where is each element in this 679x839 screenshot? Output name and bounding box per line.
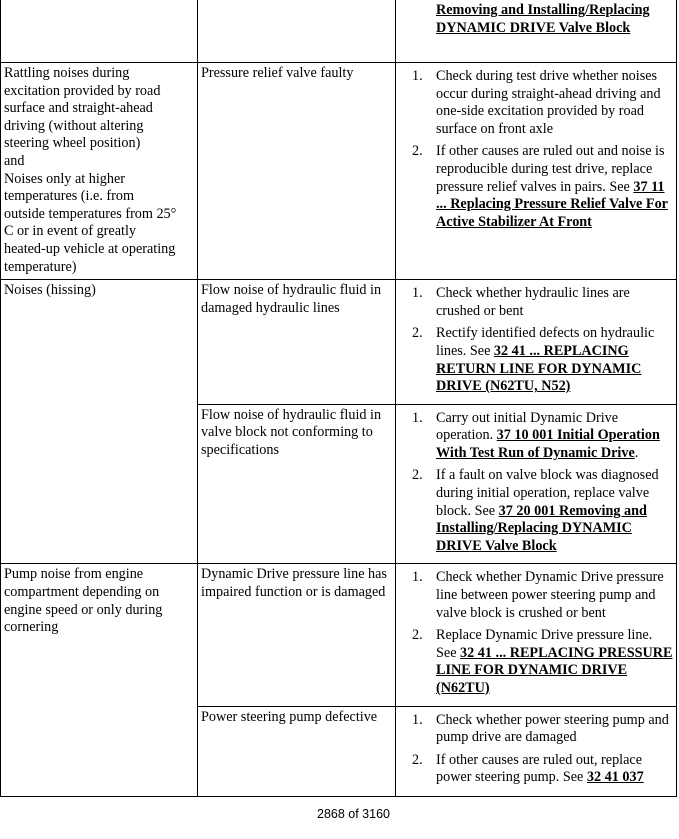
list-item xyxy=(399,325,673,395)
symptom-line: temperatures (i.e. from xyxy=(4,188,134,205)
step-text: Check during test drive whether noises occur during straight-ahead driving and one-side excitation provided by road surface on front axle xyxy=(436,68,661,137)
cause-cell xyxy=(198,706,396,796)
symptom-line: excitation provided by road xyxy=(4,82,161,99)
step-text: Check whether Dynamic Drive pressure line between power steering pump and valve block is crushed or bent xyxy=(436,569,664,621)
remedy-steps xyxy=(399,712,673,787)
table-row xyxy=(1,564,677,706)
cause-cell xyxy=(198,63,396,280)
symptom-cell xyxy=(1,0,198,63)
symptom-line: outside temperatures from 25° xyxy=(4,205,177,222)
list-item xyxy=(399,752,673,787)
symptom-line: and xyxy=(4,152,25,169)
cause-text: Flow noise of hydraulic fluid in valve block not conforming to specifications xyxy=(201,406,382,458)
symptom-line: driving (without altering xyxy=(4,117,144,134)
step-text: Check whether power steering pump and pump drive are damaged xyxy=(436,711,669,746)
reference-link[interactable]: 37 11 ... Replacing Pressure Relief Valve For Active Stabilizer At Front xyxy=(436,178,668,230)
page-number: 2868 of 3160 xyxy=(317,807,390,821)
symptom-line: Rattling noises during xyxy=(4,65,130,81)
reference-link[interactable]: Removing and Installing/Replacing DYNAMIC DRIVE Valve Block xyxy=(436,2,650,36)
list-item xyxy=(399,569,673,622)
symptom-cell xyxy=(1,280,198,564)
list-item xyxy=(399,712,673,747)
remedy-steps xyxy=(399,410,673,556)
symptom-line: temperature) xyxy=(4,258,77,275)
step-text: Check whether hydraulic lines are crushed or bent xyxy=(436,285,630,319)
remedy-cell xyxy=(396,564,677,706)
remedy-cell xyxy=(396,63,677,280)
symptom-cell xyxy=(1,564,198,796)
step-number: 1. xyxy=(412,68,423,84)
cause-cell xyxy=(198,0,396,63)
remedy-cell xyxy=(396,404,677,564)
list-item xyxy=(399,467,673,555)
cause-text: Dynamic Drive pressure line has impaired function or is damaged xyxy=(201,566,387,601)
list-item xyxy=(399,68,673,138)
list-item xyxy=(399,285,673,320)
step-number: 2. xyxy=(412,627,423,644)
remedy-cell xyxy=(396,706,677,796)
list-item xyxy=(399,143,673,231)
symptom-line: heated-up vehicle at operating xyxy=(4,240,176,257)
list-item xyxy=(399,410,673,463)
symptom-cell xyxy=(1,63,198,280)
table-row xyxy=(1,0,677,63)
step-number: 1. xyxy=(412,409,423,426)
symptom-line: surface and straight-ahead xyxy=(4,100,153,117)
step-number: 1. xyxy=(412,569,423,586)
step-tail: . xyxy=(634,444,639,461)
remedy-cell xyxy=(396,280,677,405)
remedy-steps xyxy=(399,569,673,697)
reference-link[interactable]: 32 41 ... REPLACING PRESSURE LINE FOR DYNAMIC DRIVE (N62TU) xyxy=(436,644,673,696)
symptom-line: steering wheel position) xyxy=(4,135,141,152)
step-text: Rectify identified defects on hydraulic lines. See xyxy=(436,325,655,359)
step-text: If other causes are ruled out, replace power steering pump. See xyxy=(436,751,643,786)
step-text: Carry out initial Dynamic Drive operation. xyxy=(436,409,619,444)
cause-text: Flow noise of hydraulic fluid in damaged hydraulic lines xyxy=(201,282,382,316)
cause-cell xyxy=(198,404,396,564)
cause-text: Power steering pump defective xyxy=(201,708,378,725)
symptom-text: Pump noise from engine compartment depending on engine speed or only during cornering xyxy=(4,566,163,636)
cause-cell xyxy=(198,280,396,405)
reference-link[interactable]: 37 10 001 Initial Operation With Test Run of Dynamic Drive xyxy=(436,427,660,461)
step-number: 1. xyxy=(412,285,423,302)
reference-link[interactable]: 37 20 001 Removing and Installing/Replacing DYNAMIC DRIVE Valve Block xyxy=(436,502,647,554)
symptom-text: Noises (hissing) xyxy=(4,282,96,299)
step-number: 2. xyxy=(412,143,423,160)
table-row xyxy=(1,63,677,280)
cause-text: Pressure relief valve faulty xyxy=(201,65,354,81)
symptom-line: C or in event of greatly xyxy=(4,223,136,240)
step-text: Replace Dynamic Drive pressure line. See xyxy=(436,627,653,661)
remedy-cell xyxy=(396,0,677,63)
symptom-line: Noises only at higher xyxy=(4,170,125,187)
step-number: 2. xyxy=(412,751,423,768)
table-row xyxy=(1,280,677,405)
step-number: 2. xyxy=(412,467,423,484)
list-item xyxy=(399,627,673,697)
step-number: 1. xyxy=(412,711,423,728)
remedy-steps xyxy=(399,68,673,231)
reference-link[interactable]: 32 41 ... REPLACING RETURN LINE FOR DYNAMIC DRIVE (N62TU, N52) xyxy=(436,342,642,395)
step-number: 2. xyxy=(412,325,423,342)
reference-link[interactable]: 32 41 037 xyxy=(586,769,644,786)
step-text: If a fault on valve block was diagnosed during initial operation, replace valve block. See xyxy=(436,467,659,519)
cause-cell xyxy=(198,564,396,706)
step-text: If other causes are ruled out and noise is reproducible during test drive, replace pressure relief valves in pairs. See xyxy=(436,143,665,195)
remedy-steps xyxy=(399,285,673,396)
